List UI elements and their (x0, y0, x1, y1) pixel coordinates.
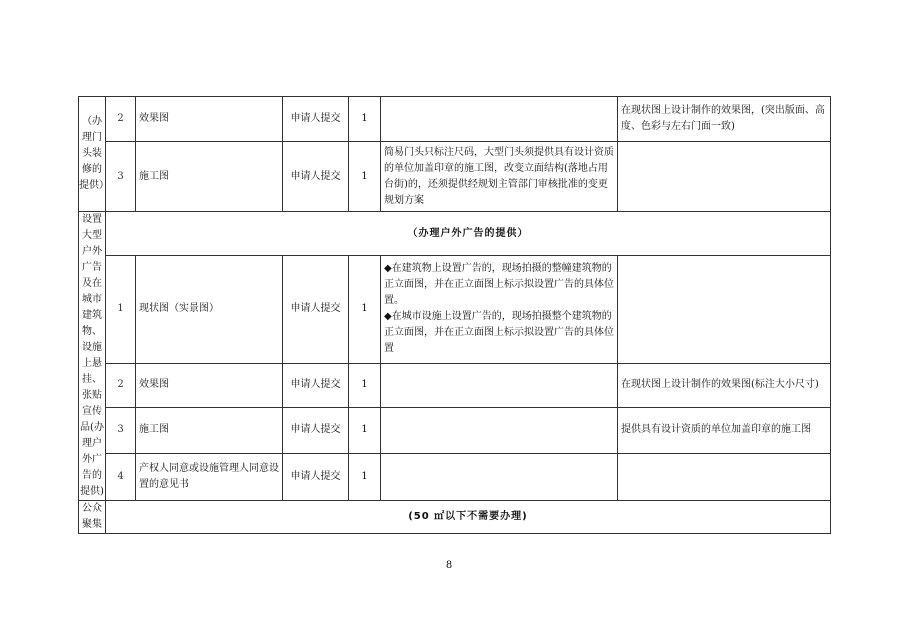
remark (618, 453, 831, 500)
submitter: 申请人提交 (283, 407, 349, 453)
submitter: 申请人提交 (283, 363, 349, 407)
copies: 1 (349, 453, 381, 500)
remark (618, 256, 831, 364)
requirement: 简易门头只标注尺码，大型门头须提供具有设计资质的单位加盖印章的施工图，改变立面结构(落地占用台街)的，还须提供经规划主管部门审核批准的变更规划方案 (381, 142, 618, 212)
material-name: 施工图 (136, 142, 283, 212)
requirement (381, 97, 618, 142)
copies: 1 (349, 142, 381, 212)
table-row (79, 501, 831, 534)
section-banner: （办理户外广告的提供） (106, 212, 831, 256)
material-name: 效果图 (136, 97, 283, 142)
table-row (79, 363, 831, 407)
copies: 1 (349, 407, 381, 453)
remark: 在现状图上设计制作的效果图，(突出版面、高度、色彩与左右门面一致) (618, 97, 831, 142)
requirement (381, 363, 618, 407)
category-cell: （办理门头装修的提供） (79, 97, 106, 212)
table-row (79, 97, 831, 142)
section-banner: (50 ㎡以下不需要办理) (106, 501, 831, 534)
submitter: 申请人提交 (283, 453, 349, 500)
material-name: 施工图 (136, 407, 283, 453)
requirement-facility: ◆在城市设施上设置广告的，现场拍摄整个建筑物的正立面图，并在正立面图上标示拟设置广告的具体位置 (384, 311, 614, 355)
requirement (381, 453, 618, 500)
requirements-table (78, 96, 831, 534)
page-number: 8 (445, 560, 453, 571)
copies: 1 (349, 256, 381, 364)
row-number: 2 (106, 97, 136, 142)
submitter: 申请人提交 (283, 142, 349, 212)
table-row (79, 453, 831, 500)
category-cell: 设置大型户外广告及在城市建筑物、设施上悬挂、张贴宣传品(办理户外广告的提供) (79, 212, 106, 501)
submitter: 申请人提交 (283, 97, 349, 142)
table-row (79, 407, 831, 453)
material-name: 现状图（实景图） (136, 256, 283, 364)
submitter: 申请人提交 (283, 256, 349, 364)
category-cell: 公众聚集 (79, 501, 106, 534)
copies: 1 (349, 97, 381, 142)
table-row (79, 212, 831, 256)
row-number: 4 (106, 453, 136, 500)
row-number: 3 (106, 142, 136, 212)
copies: 1 (349, 363, 381, 407)
row-number: 1 (106, 256, 136, 364)
material-name: 效果图 (136, 363, 283, 407)
remark: 提供具有设计资质的单位加盖印章的施工图 (618, 407, 831, 453)
remark (618, 142, 831, 212)
row-number: 3 (106, 407, 136, 453)
requirement (381, 256, 618, 364)
material-name: 产权人同意或设施管理人同意设置的意见书 (136, 453, 283, 500)
table-row (79, 256, 831, 364)
row-number: 2 (106, 363, 136, 407)
remark: 在现状图上设计制作的效果图(标注大小尺寸) (618, 363, 831, 407)
requirement (381, 407, 618, 453)
requirement-building: ◆在建筑物上设置广告的，现场拍摄的整幢建筑物的正立面图，并在正立面图上标示拟设置广告的具体位置。 (384, 263, 614, 307)
table-row (79, 142, 831, 212)
